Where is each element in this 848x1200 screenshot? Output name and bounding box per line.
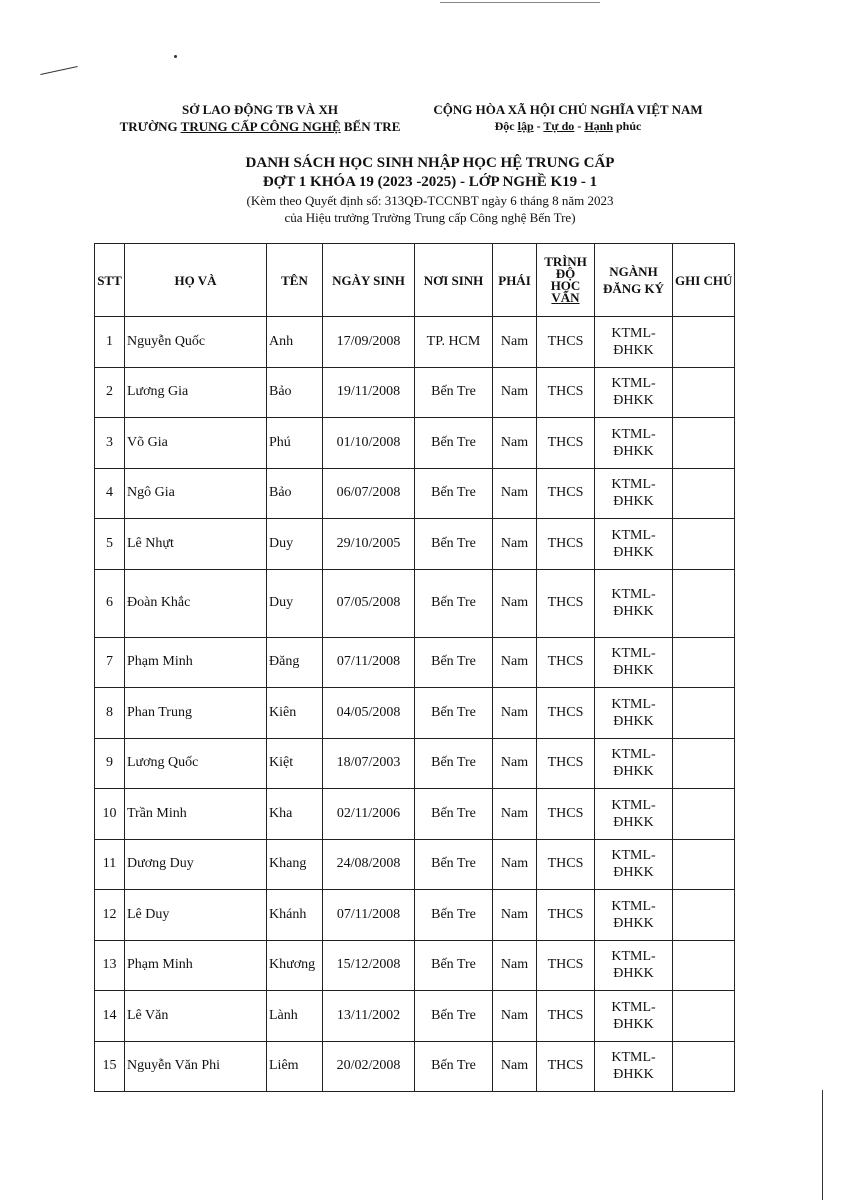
header-trinh-do-line: TRÌNH: [544, 254, 587, 269]
cell-nganh: [595, 468, 673, 519]
cell-nganh-line: KTML-: [611, 646, 656, 662]
cell-ngay-sinh: 15/12/2008: [323, 940, 415, 991]
cell-trinh-do: THCS: [537, 468, 595, 519]
cell-trinh-do: THCS: [537, 839, 595, 890]
cell-phai: Nam: [493, 637, 537, 688]
table-row: [95, 940, 735, 991]
cell-nganh-line: ĐHKK: [613, 713, 654, 729]
cell-noi-sinh: Bến Tre: [415, 890, 493, 941]
cell-phai: Nam: [493, 738, 537, 789]
cell-noi-sinh: Bến Tre: [415, 789, 493, 840]
cell-nganh: [595, 738, 673, 789]
table-row: [95, 688, 735, 739]
cell-trinh-do: THCS: [537, 367, 595, 418]
cell-ghi-chu: [673, 569, 735, 637]
cell-stt: 8: [95, 688, 125, 739]
cell-nganh-line: KTML-: [611, 527, 656, 543]
cell-ngay-sinh: 04/05/2008: [323, 688, 415, 739]
table-row: [95, 738, 735, 789]
cell-noi-sinh: Bến Tre: [415, 839, 493, 890]
cell-ten: Kiệt: [267, 738, 323, 789]
student-roster-table: [94, 243, 735, 1092]
cell-stt: 7: [95, 637, 125, 688]
header-nganh: [595, 244, 673, 317]
motto-part: -: [574, 119, 585, 133]
cell-ten: Duy: [267, 519, 323, 570]
cell-nganh-line: KTML-: [611, 477, 656, 493]
cell-ngay-sinh: 06/07/2008: [323, 468, 415, 519]
cell-nganh-line: KTML-: [611, 1050, 656, 1066]
cell-noi-sinh: Bến Tre: [415, 569, 493, 637]
cell-nganh-line: ĐHKK: [613, 604, 654, 619]
cell-nganh-line: KTML-: [611, 325, 656, 341]
cell-ghi-chu: [673, 688, 735, 739]
cell-trinh-do: THCS: [537, 940, 595, 991]
header-ho-va: HỌ VÀ: [125, 244, 267, 317]
cell-nganh: [595, 569, 673, 637]
national-motto: [418, 118, 718, 135]
cell-trinh-do: THCS: [537, 418, 595, 469]
cell-nganh: [595, 317, 673, 368]
cell-trinh-do: THCS: [537, 688, 595, 739]
cell-ho-va: Phan Trung: [125, 688, 267, 739]
cell-noi-sinh: Bến Tre: [415, 367, 493, 418]
cell-nganh: [595, 839, 673, 890]
cell-noi-sinh: TP. HCM: [415, 317, 493, 368]
cell-nganh: [595, 519, 673, 570]
table-row: [95, 637, 735, 688]
cell-ghi-chu: [673, 468, 735, 519]
cell-ghi-chu: [673, 890, 735, 941]
header-noi-sinh: NƠI SINH: [415, 244, 493, 317]
cell-phai: Nam: [493, 468, 537, 519]
cell-phai: Nam: [493, 569, 537, 637]
cell-stt: 14: [95, 991, 125, 1042]
cell-nganh: [595, 991, 673, 1042]
cell-nganh-line: ĐHKK: [613, 1067, 654, 1083]
cell-stt: 4: [95, 468, 125, 519]
document-title-block: [140, 154, 720, 226]
cell-ho-va: Lương Quốc: [125, 738, 267, 789]
cell-noi-sinh: Bến Tre: [415, 637, 493, 688]
cell-trinh-do: THCS: [537, 738, 595, 789]
cell-nganh: [595, 688, 673, 739]
header-nganh-line: ĐĂNG KÝ: [602, 281, 665, 296]
cell-stt: 3: [95, 418, 125, 469]
cell-nganh: [595, 789, 673, 840]
cell-ngay-sinh: 13/11/2002: [323, 991, 415, 1042]
cell-phai: Nam: [493, 367, 537, 418]
cell-phai: Nam: [493, 519, 537, 570]
header-stt: STT: [95, 244, 125, 317]
cell-ten: Lành: [267, 991, 323, 1042]
issuer-school: [100, 118, 420, 135]
national-header: [418, 101, 718, 135]
cell-nganh-line: KTML-: [611, 587, 656, 602]
cell-noi-sinh: Bến Tre: [415, 738, 493, 789]
motto-part: phúc: [613, 119, 642, 133]
cell-ngay-sinh: 24/08/2008: [323, 839, 415, 890]
cell-ngay-sinh: 18/07/2003: [323, 738, 415, 789]
cell-phai: Nam: [493, 839, 537, 890]
cell-nganh-line: ĐHKK: [613, 764, 654, 780]
cell-nganh: [595, 1041, 673, 1092]
cell-ho-va: Trần Minh: [125, 789, 267, 840]
header-trinh-do-line: ĐỘ: [555, 266, 576, 281]
issuer-school-underlined: TRUNG CẤP CÔNG NGHỆ: [180, 119, 341, 134]
cell-ten: Anh: [267, 317, 323, 368]
cell-ten: Khánh: [267, 890, 323, 941]
cell-phai: Nam: [493, 1041, 537, 1092]
cell-nganh-line: ĐHKK: [613, 966, 654, 982]
table-row: [95, 839, 735, 890]
cell-ngay-sinh: 01/10/2008: [323, 418, 415, 469]
cell-ho-va: Phạm Minh: [125, 940, 267, 991]
table-row: [95, 569, 735, 637]
cell-ten: Đăng: [267, 637, 323, 688]
table-row: [95, 317, 735, 368]
cell-ghi-chu: [673, 738, 735, 789]
cell-noi-sinh: Bến Tre: [415, 418, 493, 469]
cell-phai: Nam: [493, 940, 537, 991]
cell-phai: Nam: [493, 688, 537, 739]
cell-ghi-chu: [673, 317, 735, 368]
cell-stt: 15: [95, 1041, 125, 1092]
table-row: [95, 367, 735, 418]
table-row: [95, 519, 735, 570]
cell-phai: Nam: [493, 418, 537, 469]
cell-stt: 13: [95, 940, 125, 991]
issuer-department: SỞ LAO ĐỘNG TB VÀ XH: [182, 102, 338, 117]
table-row: [95, 991, 735, 1042]
cell-ho-va: Phạm Minh: [125, 637, 267, 688]
scan-right-edge-line: [822, 1090, 823, 1200]
cell-ten: Kiên: [267, 688, 323, 739]
scan-speck-line: [40, 66, 77, 75]
cell-trinh-do: THCS: [537, 991, 595, 1042]
cell-phai: Nam: [493, 991, 537, 1042]
cell-nganh-line: ĐHKK: [613, 494, 654, 510]
cell-ghi-chu: [673, 940, 735, 991]
header-nganh-line: NGÀNH: [609, 264, 658, 279]
cell-nganh: [595, 367, 673, 418]
motto-part: -: [533, 119, 544, 133]
issuer-header: [100, 101, 420, 135]
cell-nganh-line: ĐHKK: [613, 814, 654, 830]
cell-ngay-sinh: 02/11/2006: [323, 789, 415, 840]
motto-part: Tự do: [543, 119, 575, 133]
cell-trinh-do: THCS: [537, 637, 595, 688]
table-row: [95, 418, 735, 469]
cell-nganh-line: ĐHKK: [613, 443, 654, 459]
cell-stt: 6: [95, 569, 125, 637]
cell-ho-va: Võ Gia: [125, 418, 267, 469]
cell-stt: 9: [95, 738, 125, 789]
cell-trinh-do: THCS: [537, 569, 595, 637]
header-trinh-do-line: VẤN: [551, 290, 580, 305]
cell-nganh: [595, 418, 673, 469]
cell-trinh-do: THCS: [537, 789, 595, 840]
cell-ho-va: Lê Nhựt: [125, 519, 267, 570]
cell-stt: 1: [95, 317, 125, 368]
cell-nganh-line: ĐHKK: [613, 663, 654, 679]
document-subtitle: ĐỢT 1 KHÓA 19 (2023 -2025) - LỚP NGHỀ K19 - 1: [262, 174, 598, 190]
cell-ngay-sinh: 07/05/2008: [323, 569, 415, 637]
cell-ghi-chu: [673, 1041, 735, 1092]
cell-ten: Khương: [267, 940, 323, 991]
cell-ghi-chu: [673, 519, 735, 570]
cell-ghi-chu: [673, 418, 735, 469]
cell-noi-sinh: Bến Tre: [415, 940, 493, 991]
cell-ho-va: Lê Văn: [125, 991, 267, 1042]
cell-nganh-line: ĐHKK: [613, 393, 654, 409]
cell-trinh-do: THCS: [537, 519, 595, 570]
header-ngay-sinh: NGÀY SINH: [323, 244, 415, 317]
cell-nganh-line: KTML-: [611, 747, 656, 763]
cell-nganh-line: KTML-: [611, 848, 656, 864]
cell-ngay-sinh: 19/11/2008: [323, 367, 415, 418]
cell-ngay-sinh: 20/02/2008: [323, 1041, 415, 1092]
scan-top-line: [440, 2, 600, 3]
cell-ghi-chu: [673, 991, 735, 1042]
cell-ten: Bảo: [267, 367, 323, 418]
cell-ten: Bảo: [267, 468, 323, 519]
cell-nganh: [595, 940, 673, 991]
cell-ho-va: Đoàn Khắc: [125, 569, 267, 637]
cell-nganh-line: KTML-: [611, 898, 656, 914]
cell-nganh-line: KTML-: [611, 426, 656, 442]
cell-ho-va: Lương Gia: [125, 367, 267, 418]
cell-ngay-sinh: 17/09/2008: [323, 317, 415, 368]
header-trinh-do: [537, 244, 595, 317]
table-header-row: [95, 244, 735, 317]
cell-ho-va: Nguyễn Văn Phi: [125, 1041, 267, 1092]
cell-phai: Nam: [493, 890, 537, 941]
table-row: [95, 890, 735, 941]
table-row: [95, 1041, 735, 1092]
cell-nganh-line: ĐHKK: [613, 1016, 654, 1032]
cell-nganh: [595, 637, 673, 688]
cell-ghi-chu: [673, 839, 735, 890]
motto-part: Hạnh: [584, 119, 613, 133]
header-ghi-chu: GHI CHÚ: [673, 244, 735, 317]
header-phai: PHÁI: [493, 244, 537, 317]
cell-trinh-do: THCS: [537, 317, 595, 368]
cell-noi-sinh: Bến Tre: [415, 519, 493, 570]
header-ten: TÊN: [267, 244, 323, 317]
header-trinh-do-line: HỌC: [550, 278, 581, 293]
scan-speck-dot: [174, 55, 177, 58]
table-body: [95, 317, 735, 1092]
cell-nganh-line: KTML-: [611, 376, 656, 392]
cell-stt: 10: [95, 789, 125, 840]
cell-noi-sinh: Bến Tre: [415, 1041, 493, 1092]
issuer-school-prefix: TRƯỜNG: [119, 119, 181, 134]
table-row: [95, 789, 735, 840]
cell-ten: Kha: [267, 789, 323, 840]
cell-noi-sinh: Bến Tre: [415, 468, 493, 519]
cell-ghi-chu: [673, 637, 735, 688]
cell-nganh-line: KTML-: [611, 696, 656, 712]
cell-nganh-line: ĐHKK: [613, 915, 654, 931]
cell-stt: 12: [95, 890, 125, 941]
cell-nganh-line: KTML-: [611, 949, 656, 965]
cell-trinh-do: THCS: [537, 1041, 595, 1092]
cell-nganh-line: KTML-: [611, 797, 656, 813]
cell-ten: Phú: [267, 418, 323, 469]
cell-noi-sinh: Bến Tre: [415, 688, 493, 739]
cell-ho-va: Dương Duy: [125, 839, 267, 890]
cell-ten: Liêm: [267, 1041, 323, 1092]
cell-nganh-line: ĐHKK: [613, 865, 654, 881]
document-title: DANH SÁCH HỌC SINH NHẬP HỌC HỆ TRUNG CẤP: [245, 155, 615, 171]
cell-nganh: [595, 890, 673, 941]
cell-phai: Nam: [493, 317, 537, 368]
cell-ten: Khang: [267, 839, 323, 890]
cell-stt: 5: [95, 519, 125, 570]
cell-noi-sinh: Bến Tre: [415, 991, 493, 1042]
cell-ngay-sinh: 07/11/2008: [323, 890, 415, 941]
cell-stt: 11: [95, 839, 125, 890]
cell-ho-va: Ngô Gia: [125, 468, 267, 519]
cell-phai: Nam: [493, 789, 537, 840]
cell-ten: Duy: [267, 569, 323, 637]
cell-nganh-line: ĐHKK: [613, 342, 654, 358]
cell-ngay-sinh: 29/10/2005: [323, 519, 415, 570]
cell-ghi-chu: [673, 367, 735, 418]
decision-reference: (Kèm theo Quyết định số: 313QĐ-TCCNBT ngày 6 tháng 8 năm 2023: [246, 193, 614, 208]
cell-nganh-line: ĐHKK: [613, 544, 654, 560]
cell-ho-va: Nguyễn Quốc: [125, 317, 267, 368]
cell-ho-va: Lê Duy: [125, 890, 267, 941]
decision-authority: của Hiệu trưởng Trường Trung cấp Công nghệ Bến Tre): [284, 210, 576, 225]
cell-trinh-do: THCS: [537, 890, 595, 941]
cell-stt: 2: [95, 367, 125, 418]
national-title: CỘNG HÒA XÃ HỘI CHỦ NGHĨA VIỆT NAM: [433, 102, 703, 117]
cell-ghi-chu: [673, 789, 735, 840]
cell-nganh-line: KTML-: [611, 999, 656, 1015]
cell-ngay-sinh: 07/11/2008: [323, 637, 415, 688]
motto-part: Độc: [494, 119, 518, 133]
issuer-school-suffix: BẾN TRE: [340, 119, 401, 134]
motto-part: lập: [517, 119, 534, 133]
table-row: [95, 468, 735, 519]
